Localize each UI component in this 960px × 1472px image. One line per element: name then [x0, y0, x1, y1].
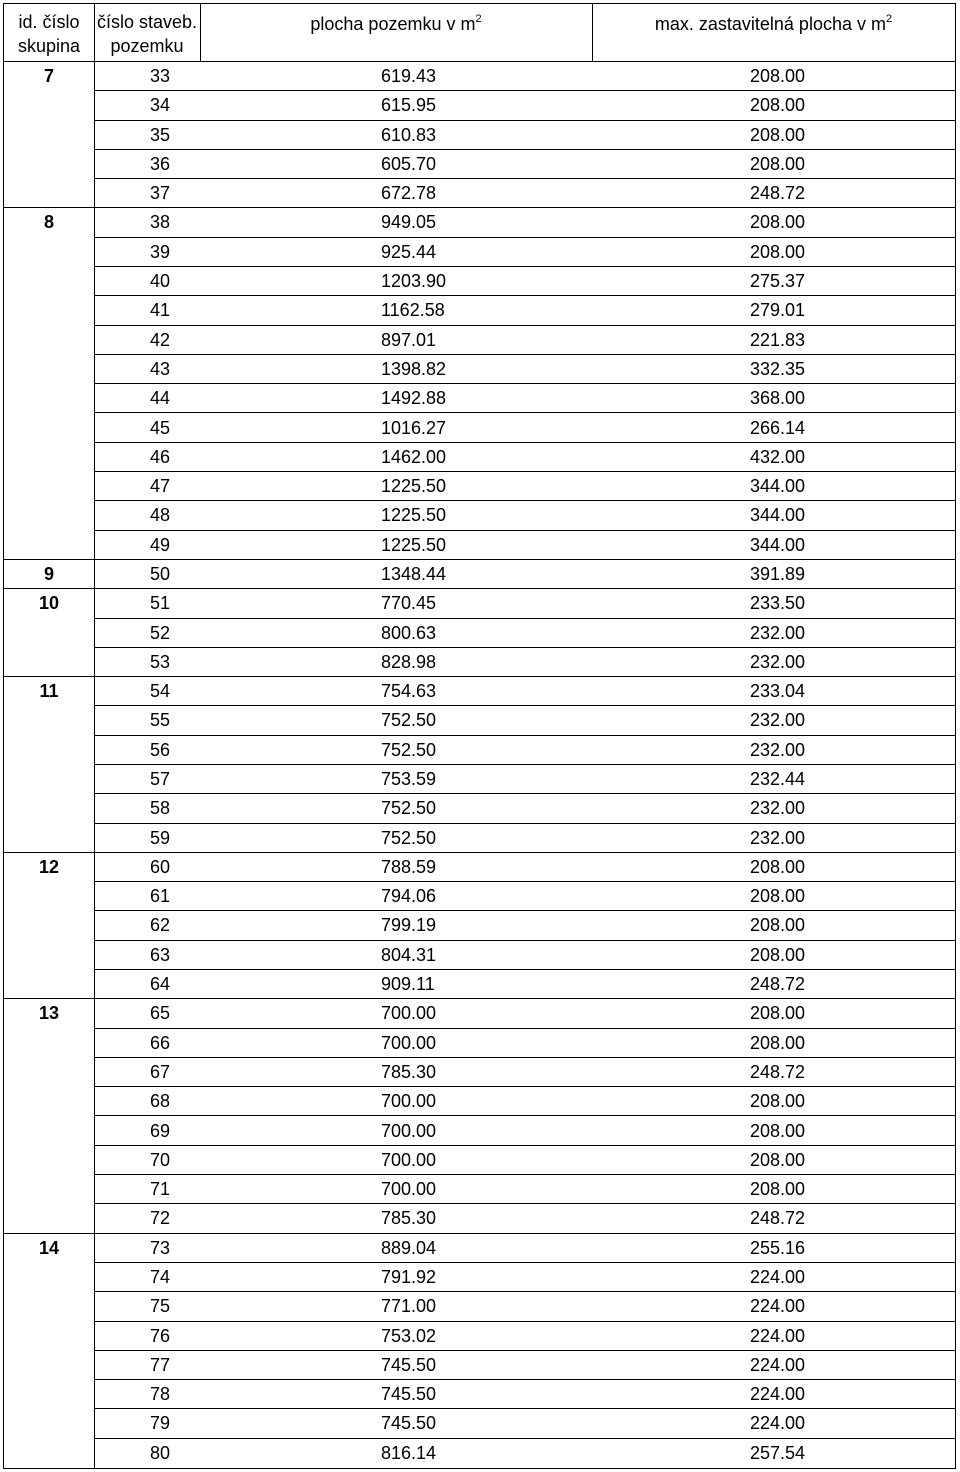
plot-number-cell: 65 [150, 1003, 171, 1024]
plot-number-cell: 67 [150, 1061, 171, 1082]
group-id-cell [4, 911, 94, 940]
plot-area-cell: 1225.50 [381, 505, 447, 526]
table-row [4, 765, 955, 794]
group-id-cell: 10 [38, 593, 60, 614]
table-row [4, 355, 955, 384]
group-id-cell [4, 736, 94, 765]
max-area-cell: 248.72 [750, 974, 806, 995]
plot-area-cell: 791.92 [381, 1266, 437, 1287]
table-row [4, 208, 955, 237]
table-row [4, 794, 955, 823]
plot-area-cell: 788.59 [381, 856, 437, 877]
group-id-cell [4, 794, 94, 823]
plot-number-cell: 63 [150, 944, 171, 965]
table-row [4, 999, 955, 1028]
max-area-cell: 266.14 [750, 417, 806, 438]
max-area-cell: 344.00 [750, 534, 806, 555]
table-row [4, 589, 955, 618]
plot-area-cell: 753.59 [381, 769, 437, 789]
header-group-id-line1: id. číslo [18, 12, 80, 32]
table-row [4, 179, 955, 208]
max-area-cell: 344.00 [750, 505, 806, 526]
plot-number-cell: 58 [150, 798, 171, 819]
plot-number-cell: 80 [150, 1442, 171, 1463]
plot-area-cell: 800.63 [381, 622, 437, 643]
plot-area-cell: 794.06 [381, 886, 437, 907]
table-row [4, 238, 955, 267]
table-row [4, 1087, 955, 1116]
group-id-cell [4, 238, 94, 267]
table-row [4, 414, 955, 443]
max-area-cell: 368.00 [750, 388, 806, 409]
plot-number-cell: 78 [150, 1384, 171, 1405]
plot-number-cell: 51 [150, 593, 171, 614]
plot-number-cell: 41 [150, 300, 171, 321]
group-id-cell [4, 970, 94, 999]
plot-number-cell: 40 [150, 271, 171, 292]
plot-number-cell: 45 [150, 417, 171, 438]
table-row [4, 472, 955, 501]
table-row [4, 1439, 955, 1468]
table-row [4, 1351, 955, 1380]
plot-area-cell: 949.05 [381, 212, 437, 233]
group-id-cell [4, 355, 94, 384]
plot-area-cell: 897.01 [381, 329, 437, 350]
table-row [4, 121, 955, 150]
max-area-cell: 208.00 [750, 1003, 806, 1024]
table-row [4, 1234, 955, 1263]
plot-number-cell: 76 [150, 1325, 171, 1346]
group-id-cell [4, 414, 94, 443]
plot-number-cell: 48 [150, 505, 171, 526]
group-id-cell [4, 472, 94, 501]
table-row [4, 1409, 955, 1438]
plot-area-cell: 771.00 [381, 1296, 437, 1317]
group-id-cell [4, 531, 94, 560]
plot-area-cell: 1225.50 [381, 534, 447, 555]
header-plot-area-text: plocha pozemku v m [310, 14, 476, 34]
table-row [4, 941, 955, 970]
plot-area-cell: 745.50 [381, 1413, 437, 1434]
table-row [4, 560, 955, 589]
table-row [4, 443, 955, 472]
plot-number-cell: 42 [150, 329, 171, 350]
max-area-cell: 332.35 [750, 358, 806, 379]
group-id-cell [4, 91, 94, 120]
plot-area-cell: 1016.27 [381, 417, 447, 438]
plot-number-cell: 69 [150, 1120, 171, 1141]
max-area-cell: 224.00 [750, 1296, 806, 1317]
group-id-cell [4, 706, 94, 735]
plot-area-cell: 700.00 [381, 1120, 437, 1141]
max-area-cell: 208.00 [750, 856, 806, 877]
header-group-id-line2: skupina [17, 36, 81, 56]
group-id-cell: 14 [38, 1237, 60, 1258]
group-id-cell [4, 1175, 94, 1204]
table-row [4, 1058, 955, 1087]
group-id-cell [4, 1058, 94, 1087]
table-row [4, 1029, 955, 1058]
plot-number-cell: 72 [150, 1208, 171, 1229]
table-row [4, 1322, 955, 1351]
group-id-cell [4, 648, 94, 677]
max-area-cell: 248.72 [750, 183, 806, 204]
max-area-cell: 232.44 [750, 769, 806, 789]
max-area-cell: 232.00 [750, 710, 806, 731]
table-row [4, 706, 955, 735]
group-id-cell: 9 [43, 563, 54, 584]
max-area-cell: 233.50 [750, 593, 806, 614]
max-area-cell: 279.01 [750, 300, 806, 321]
group-id-cell [4, 1351, 94, 1380]
plot-number-cell: 68 [150, 1091, 171, 1112]
table-row [4, 1263, 955, 1292]
plot-number-cell: 79 [150, 1413, 171, 1434]
header-plot-number [94, 10, 200, 58]
table-row [4, 1117, 955, 1146]
max-area-cell: 208.00 [750, 886, 806, 907]
plot-area-cell: 770.45 [381, 593, 437, 614]
plot-number-cell: 64 [150, 974, 171, 995]
plot-area-cell: 700.00 [381, 1149, 437, 1170]
plot-number-cell: 75 [150, 1296, 171, 1317]
max-area-cell: 221.83 [750, 329, 806, 350]
max-area-cell: 208.00 [750, 1179, 806, 1200]
plot-area-cell: 889.04 [381, 1237, 437, 1258]
group-id-cell [4, 267, 94, 296]
plot-area-cell: 816.14 [381, 1442, 437, 1463]
header-max-area [592, 12, 955, 39]
max-area-cell: 208.00 [750, 212, 806, 233]
plot-area-cell: 909.11 [381, 974, 435, 995]
plot-number-cell: 44 [150, 388, 171, 409]
plot-area-cell: 752.50 [381, 739, 437, 760]
plot-number-cell: 66 [150, 1032, 171, 1053]
plot-area-cell: 700.00 [381, 1179, 437, 1200]
plot-area-cell: 1162.58 [381, 300, 445, 321]
header-max-area-sup: 2 [885, 13, 893, 25]
group-id-cell [4, 824, 94, 853]
table-row [4, 1204, 955, 1233]
table-row [4, 970, 955, 999]
plot-table [3, 3, 956, 1469]
plot-area-cell: 799.19 [381, 915, 437, 936]
table-row [4, 824, 955, 853]
group-id-cell [4, 941, 94, 970]
max-area-cell: 208.00 [750, 944, 806, 965]
plot-area-cell: 752.50 [381, 710, 437, 731]
max-area-cell: 257.54 [750, 1442, 806, 1463]
group-id-cell: 11 [39, 681, 59, 702]
max-area-cell: 224.00 [750, 1384, 806, 1405]
group-id-cell [4, 1087, 94, 1116]
header-plot-number-line1: číslo staveb. [96, 12, 198, 32]
group-id-cell [4, 326, 94, 355]
table-row [4, 267, 955, 296]
plot-number-cell: 53 [150, 651, 171, 672]
plot-number-cell: 50 [150, 563, 171, 584]
max-area-cell: 232.00 [750, 739, 806, 760]
table-row [4, 1292, 955, 1321]
max-area-cell: 208.00 [750, 1091, 806, 1112]
plot-area-cell: 605.70 [381, 153, 437, 174]
plot-number-cell: 77 [150, 1354, 171, 1375]
max-area-cell: 248.72 [750, 1061, 806, 1082]
max-area-cell: 232.00 [750, 651, 806, 672]
max-area-cell: 208.00 [750, 241, 806, 262]
plot-number-cell: 59 [150, 827, 171, 848]
plot-number-cell: 49 [150, 534, 171, 555]
group-id-cell [4, 1204, 94, 1233]
plot-number-cell: 34 [150, 95, 171, 116]
group-id-cell [4, 501, 94, 530]
plot-number-cell: 43 [150, 358, 171, 379]
plot-area-cell: 785.30 [381, 1208, 437, 1229]
plot-number-cell: 36 [150, 153, 171, 174]
plot-area-cell: 1203.90 [381, 271, 447, 292]
plot-area-cell: 828.98 [381, 651, 437, 672]
max-area-cell: 391.89 [750, 563, 806, 584]
max-area-cell: 208.00 [750, 66, 806, 86]
group-id-cell [4, 296, 94, 325]
plot-number-cell: 52 [150, 622, 171, 643]
max-area-cell: 208.00 [750, 124, 806, 145]
group-id-cell [4, 384, 94, 413]
plot-number-cell: 73 [150, 1237, 171, 1258]
plot-area-cell: 752.50 [381, 827, 437, 848]
plot-number-cell: 57 [150, 769, 171, 789]
max-area-cell: 232.00 [750, 827, 806, 848]
table-row [4, 736, 955, 765]
group-id-cell [4, 1029, 94, 1058]
plot-number-cell: 38 [150, 212, 171, 233]
table-row [4, 384, 955, 413]
plot-number-cell: 74 [150, 1266, 171, 1287]
plot-area-cell: 700.00 [381, 1032, 437, 1053]
group-id-cell: 12 [38, 856, 60, 877]
max-area-cell: 232.00 [750, 798, 806, 819]
header-group-id [4, 10, 94, 58]
group-id-cell [4, 882, 94, 911]
header-max-area-text: max. zastavitelná plocha v m [654, 14, 886, 34]
plot-area-cell: 1348.44 [381, 563, 447, 584]
plot-area-cell: 610.83 [381, 124, 437, 145]
table-row [4, 677, 955, 706]
plot-area-cell: 745.50 [381, 1354, 437, 1375]
group-id-cell [4, 1117, 94, 1146]
plot-area-cell: 615.95 [381, 95, 437, 116]
group-id-cell [4, 150, 94, 179]
group-id-cell [4, 1439, 94, 1468]
plot-number-cell: 70 [150, 1149, 171, 1170]
group-id-cell [4, 1380, 94, 1409]
table-row [4, 1175, 955, 1204]
plot-area-cell: 1462.00 [381, 446, 447, 467]
max-area-cell: 248.72 [750, 1208, 806, 1229]
max-area-cell: 432.00 [750, 446, 806, 467]
max-area-cell: 208.00 [750, 1120, 806, 1141]
max-area-cell: 224.00 [750, 1413, 806, 1434]
table-row [4, 911, 955, 940]
group-id-cell [4, 619, 94, 648]
table-row [4, 326, 955, 355]
table-row [4, 501, 955, 530]
plot-number-cell: 47 [150, 476, 171, 497]
header-plot-area [200, 12, 592, 39]
group-id-cell [4, 1322, 94, 1351]
plot-area-cell: 745.50 [381, 1384, 437, 1405]
group-id-cell [4, 179, 94, 208]
group-id-cell [4, 1146, 94, 1175]
plot-number-cell: 60 [150, 856, 171, 877]
plot-number-cell: 71 [150, 1179, 171, 1200]
table-row [4, 62, 955, 91]
max-area-cell: 224.00 [750, 1354, 806, 1375]
plot-number-cell: 35 [150, 124, 171, 145]
table-row [4, 619, 955, 648]
table-row [4, 296, 955, 325]
table-row [4, 91, 955, 120]
group-id-cell: 13 [38, 1003, 60, 1024]
plot-area-cell: 753.02 [381, 1325, 437, 1346]
group-id-cell [4, 765, 94, 794]
plot-number-cell: 33 [150, 66, 171, 86]
table-row [4, 853, 955, 882]
plot-area-cell: 754.63 [381, 681, 437, 702]
table-row [4, 1380, 955, 1409]
plot-number-cell: 39 [150, 241, 171, 262]
max-area-cell: 208.00 [750, 95, 806, 116]
plot-number-cell: 62 [150, 915, 171, 936]
max-area-cell: 224.00 [750, 1325, 806, 1346]
plot-area-cell: 672.78 [381, 183, 437, 204]
plot-area-cell: 619.43 [381, 66, 437, 86]
group-id-cell [4, 1409, 94, 1438]
group-id-cell [4, 121, 94, 150]
plot-number-cell: 37 [150, 183, 171, 204]
plot-area-cell: 700.00 [381, 1003, 437, 1024]
plot-number-cell: 46 [150, 446, 171, 467]
plot-area-cell: 925.44 [381, 241, 437, 262]
table-row [4, 150, 955, 179]
group-id-cell [4, 1292, 94, 1321]
max-area-cell: 232.00 [750, 622, 806, 643]
max-area-cell: 208.00 [750, 915, 806, 936]
max-area-cell: 233.04 [750, 681, 806, 702]
plot-number-cell: 61 [150, 886, 171, 907]
plot-area-cell: 804.31 [381, 944, 437, 965]
max-area-cell: 208.00 [750, 153, 806, 174]
group-id-cell [4, 443, 94, 472]
max-area-cell: 224.00 [750, 1266, 806, 1287]
plot-area-cell: 1492.88 [381, 388, 447, 409]
header-plot-number-line2: pozemku [110, 36, 184, 56]
plot-area-cell: 1398.82 [381, 358, 447, 379]
max-area-cell: 208.00 [750, 1032, 806, 1053]
table-header [4, 4, 955, 62]
max-area-cell: 255.16 [750, 1237, 806, 1258]
group-id-cell [4, 1263, 94, 1292]
header-plot-area-sup: 2 [475, 13, 482, 25]
max-area-cell: 275.37 [750, 271, 806, 292]
table-row [4, 1146, 955, 1175]
group-id-cell: 7 [43, 66, 54, 86]
plot-number-cell: 56 [150, 739, 171, 760]
plot-area-cell: 700.00 [381, 1091, 437, 1112]
max-area-cell: 208.00 [750, 1149, 806, 1170]
plot-area-cell: 785.30 [381, 1061, 437, 1082]
plot-number-cell: 55 [150, 710, 171, 731]
max-area-cell: 344.00 [750, 476, 806, 497]
group-id-cell: 8 [43, 212, 54, 233]
plot-number-cell: 54 [150, 681, 171, 702]
plot-area-cell: 1225.50 [381, 476, 447, 497]
table-row [4, 531, 955, 560]
table-row [4, 882, 955, 911]
plot-area-cell: 752.50 [381, 798, 437, 819]
table-row [4, 648, 955, 677]
